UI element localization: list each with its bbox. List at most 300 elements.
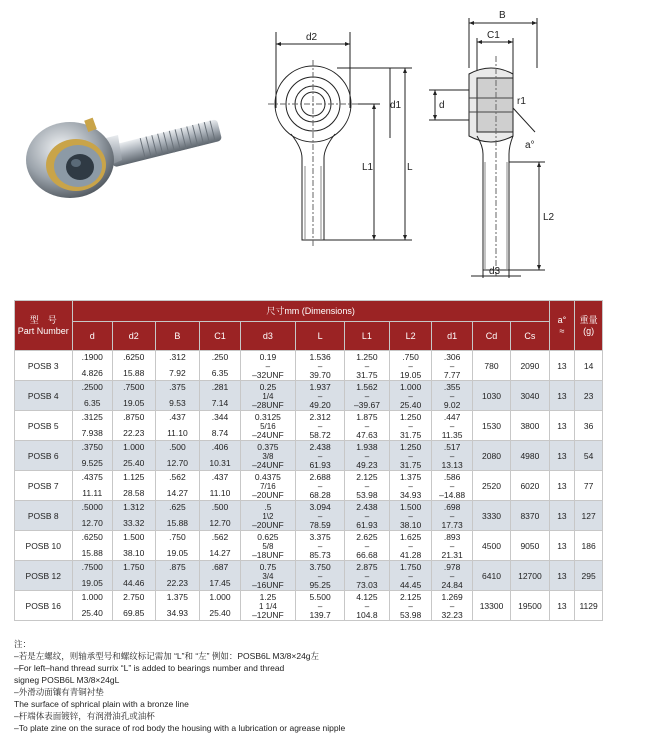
cell-value: 49.20 [309, 400, 331, 410]
cell-value: 19.05 [399, 370, 422, 380]
cell-value: 12.70 [166, 458, 189, 468]
cell-value: 9.02 [443, 400, 461, 410]
cell-value: 21.31 [441, 550, 463, 560]
part-header-cn: 型 号 [29, 314, 57, 325]
cell-angle: 13 [549, 531, 575, 561]
cell-value: 1.750 [123, 562, 145, 572]
cell-weight: 23 [575, 381, 603, 411]
cell-d3 [240, 351, 295, 381]
part-number-cell: POSB 12 [15, 561, 73, 591]
cell-l [296, 531, 345, 561]
cell-value: .437 [211, 472, 229, 482]
cell-c1 [200, 411, 240, 441]
cell-value: 1.312 [123, 502, 145, 512]
cell-value: – [265, 362, 271, 371]
cell-l2 [389, 501, 432, 531]
cell-value: .5 [264, 502, 272, 512]
cell-value: –24UNF [252, 460, 284, 470]
note-line: –For left–hand thread surrix “L” is added to bearings number and thread [14, 663, 285, 673]
cell-value: 1.000 [209, 592, 231, 602]
cell-angle: 13 [549, 471, 575, 501]
column-header-l: L [296, 322, 345, 351]
cell-l1 [345, 411, 390, 441]
cell-l2 [389, 471, 432, 501]
side-view-drawing [425, 8, 575, 278]
cell-value: .250 [211, 352, 229, 362]
cell-value: .586 [443, 472, 461, 482]
cell-cd: 6410 [472, 561, 510, 591]
cell-value: – [449, 392, 455, 401]
cell-value: – [408, 482, 413, 491]
cell-c1 [200, 381, 240, 411]
cell-b [155, 381, 200, 411]
cell-value: .306 [443, 352, 461, 362]
cell-value: 15.88 [123, 368, 145, 378]
cell-value: –20UNF [252, 490, 284, 500]
cell-cs: 19500 [511, 591, 549, 621]
cell-l1 [345, 591, 390, 621]
cell-value: 0.75 [259, 562, 277, 572]
cell-value: 1.562 [356, 382, 378, 392]
column-header-cd: Cd [472, 322, 510, 351]
cell-c1 [200, 531, 240, 561]
cell-value: – [317, 482, 323, 491]
note-line: The surface of sphrical plain with a bronze line [14, 699, 189, 709]
cell-weight: 127 [575, 501, 603, 531]
cell-value: –32UNF [252, 370, 284, 380]
cell-value: 1.536 [309, 352, 331, 362]
cell-value: 24.84 [441, 580, 463, 590]
notes [14, 638, 634, 734]
cell-angle: 13 [549, 381, 575, 411]
cell-value: –12UNF [252, 610, 284, 620]
cell-value: 22.23 [123, 428, 145, 438]
label-d3: d3 [489, 266, 501, 277]
cell-d1 [432, 351, 472, 381]
column-header-d3: d3 [240, 322, 295, 351]
cell-cd: 1030 [472, 381, 510, 411]
cell-value: .355 [443, 382, 461, 392]
cell-value: – [364, 602, 370, 611]
cell-value: 6.35 [83, 398, 101, 408]
cell-value: .698 [443, 502, 461, 512]
cell-value: 78.59 [309, 520, 331, 530]
cell-weight: 186 [575, 531, 603, 561]
cell-value: 31.75 [399, 430, 422, 440]
cell-value: 2.750 [123, 592, 145, 602]
cell-l2 [389, 441, 432, 471]
cell-weight: 36 [575, 411, 603, 441]
cell-value: 5.500 [309, 592, 331, 602]
cell-value: .4375 [81, 472, 103, 482]
cell-d2 [112, 351, 155, 381]
note-line: –若是左螺纹，则轴承型号和螺纹标记需加 “L”和 “左” 例如：POSB6L M3/8×24g左 [14, 651, 320, 661]
note-line: –To plate zine on the surace of rod body the housing with a lubrication or agrease nipple [14, 723, 346, 733]
cell-value: – [317, 542, 323, 551]
part-number-cell: POSB 8 [15, 501, 73, 531]
cell-value: 0.375 [257, 442, 279, 452]
cell-l [296, 501, 345, 531]
cell-value: 11.11 [82, 488, 103, 498]
cell-value: 2.312 [309, 412, 331, 422]
cell-value: 8.74 [211, 428, 229, 438]
cell-l2 [389, 561, 432, 591]
table-header [15, 301, 603, 351]
column-header-cs: Cs [511, 322, 549, 351]
cell-b [155, 351, 200, 381]
cell-l2 [389, 591, 432, 621]
cell-c1 [200, 441, 240, 471]
cell-value: 95.25 [309, 580, 331, 590]
cell-value: 1.937 [309, 382, 331, 392]
cell-value: .375 [169, 382, 186, 392]
cell-value: 28.58 [123, 488, 145, 498]
cell-value: 73.03 [356, 580, 378, 590]
cell-value: 9.53 [169, 398, 186, 408]
cell-value: 19.05 [81, 578, 103, 588]
cell-value: 1\2 [262, 512, 274, 521]
cell-weight: 295 [575, 561, 603, 591]
cell-angle: 13 [549, 501, 575, 531]
cell-value: 4.125 [356, 592, 378, 602]
cell-l1 [345, 561, 390, 591]
cell-value: 1.500 [123, 532, 145, 542]
cell-value: 104.8 [356, 610, 378, 620]
cell-value: 2.125 [399, 592, 422, 602]
cell-d [72, 411, 112, 441]
cell-l1 [345, 471, 390, 501]
cell-value: – [317, 362, 323, 371]
cell-value: 44.46 [123, 578, 145, 588]
cell-value: – [449, 422, 455, 431]
cell-l1 [345, 441, 390, 471]
cell-d [72, 531, 112, 561]
cell-l [296, 411, 345, 441]
cell-value: 33.32 [123, 518, 145, 528]
cell-value: 1.750 [399, 562, 422, 572]
cell-value: 1.938 [356, 442, 378, 452]
table-row [15, 441, 603, 471]
cell-value: 1 1/4 [259, 602, 277, 611]
cell-value: 0.25 [259, 382, 277, 392]
column-header-d1: d1 [432, 322, 472, 351]
cell-cs: 4980 [511, 441, 549, 471]
cell-l2 [389, 531, 432, 561]
cell-value: 34.93 [166, 608, 189, 618]
column-header-d2: d2 [112, 322, 155, 351]
cell-cs: 3800 [511, 411, 549, 441]
cell-value: 1.269 [441, 592, 463, 602]
label-l1: L1 [362, 162, 374, 173]
cell-value: 31.75 [356, 370, 378, 380]
cell-value: 11.10 [209, 488, 231, 498]
cell-d3 [240, 501, 295, 531]
cell-cd: 1530 [472, 411, 510, 441]
cell-value: 1/4 [262, 392, 274, 401]
cell-value: .517 [443, 442, 461, 452]
cell-value: .6250 [123, 352, 145, 362]
part-number-cell: POSB 7 [15, 471, 73, 501]
cell-value: .625 [169, 502, 186, 512]
cell-value: 1.000 [81, 592, 103, 602]
cell-value: .750 [169, 532, 186, 542]
cell-value: – [364, 422, 370, 431]
cell-angle: 13 [549, 561, 575, 591]
cell-value: 41.28 [399, 550, 422, 560]
column-header-l1: L1 [345, 322, 390, 351]
cell-value: .312 [169, 352, 186, 362]
cell-value: 38.10 [399, 520, 422, 530]
part-number-cell: POSB 4 [15, 381, 73, 411]
cell-value: 2.438 [309, 442, 331, 452]
cell-value: – [317, 572, 323, 581]
cell-cs: 12700 [511, 561, 549, 591]
cell-d1 [432, 501, 472, 531]
cell-value: – [449, 482, 455, 491]
cell-value: .875 [169, 562, 186, 572]
cell-value: .344 [211, 412, 229, 422]
cell-value: .2500 [81, 382, 103, 392]
cell-d2 [112, 591, 155, 621]
cell-b [155, 531, 200, 561]
cell-b [155, 591, 200, 621]
table-row [15, 351, 603, 381]
cell-d1 [432, 381, 472, 411]
cell-l2 [389, 381, 432, 411]
cell-value: 1.250 [399, 442, 422, 452]
cell-value: 1.625 [399, 532, 422, 542]
cell-value: .893 [443, 532, 461, 542]
cell-value: .3750 [81, 442, 103, 452]
cell-value: 1.000 [399, 382, 422, 392]
cell-d [72, 591, 112, 621]
cell-value: 2.125 [356, 472, 378, 482]
label-d: d [439, 100, 445, 111]
cell-value: .406 [211, 442, 229, 452]
cell-value: 2.688 [309, 472, 331, 482]
cell-value: – [449, 452, 455, 461]
cell-value: – [317, 452, 323, 461]
cell-value: 12.70 [81, 518, 103, 528]
cell-value: 15.88 [81, 548, 103, 558]
cell-value: .437 [169, 412, 186, 422]
cell-value: 61.93 [356, 520, 378, 530]
cell-value: 22.23 [166, 578, 189, 588]
cell-l [296, 591, 345, 621]
cell-angle: 13 [549, 411, 575, 441]
cell-value: .687 [211, 562, 229, 572]
cell-d [72, 471, 112, 501]
cell-value: 2.625 [356, 532, 378, 542]
cell-value: 14.27 [166, 488, 189, 498]
cell-value: 4.826 [81, 368, 103, 378]
cell-value: 7.77 [443, 370, 461, 380]
front-view-drawing [262, 8, 432, 248]
cell-value: 6.35 [211, 368, 229, 378]
cell-value: –14.88 [439, 490, 466, 500]
label-d1: d1 [390, 100, 402, 111]
cell-d3 [240, 591, 295, 621]
cell-cd: 3330 [472, 501, 510, 531]
table-row [15, 531, 603, 561]
cell-c1 [200, 471, 240, 501]
cell-l [296, 561, 345, 591]
cell-value: 17.73 [441, 520, 463, 530]
cell-cd: 2520 [472, 471, 510, 501]
cell-value: 49.23 [356, 460, 378, 470]
cell-value: – [408, 572, 413, 581]
cell-value: 66.68 [356, 550, 378, 560]
angle-header-sub: ≈ [559, 325, 565, 336]
cell-b [155, 561, 200, 591]
cell-value: .8750 [123, 412, 145, 422]
cell-c1 [200, 351, 240, 381]
cell-value: 39.70 [309, 370, 331, 380]
cell-cs: 6020 [511, 471, 549, 501]
cell-value: –39.67 [353, 400, 380, 410]
cell-d3 [240, 411, 295, 441]
cell-b [155, 441, 200, 471]
cell-l [296, 381, 345, 411]
cell-value: 13.13 [441, 460, 463, 470]
cell-value: 1.875 [356, 412, 378, 422]
label-r1: r1 [517, 96, 526, 107]
cell-value: – [408, 512, 413, 521]
cell-value: 1.250 [356, 352, 378, 362]
part-number-cell: POSB 16 [15, 591, 73, 621]
table-row [15, 591, 603, 621]
rod-end-photo [18, 105, 228, 210]
table-row [15, 381, 603, 411]
cell-value: .281 [211, 382, 229, 392]
cell-value: 1.375 [166, 592, 189, 602]
cell-value: 53.98 [356, 490, 378, 500]
column-header-c1: C1 [200, 322, 240, 351]
cell-l1 [345, 351, 390, 381]
part-number-header [15, 301, 73, 351]
cell-value: – [364, 482, 370, 491]
cell-d1 [432, 531, 472, 561]
cell-l [296, 471, 345, 501]
cell-cs: 3040 [511, 381, 549, 411]
cell-value: 5/8 [262, 542, 274, 551]
cell-value: – [364, 512, 370, 521]
cell-d1 [432, 471, 472, 501]
part-number-cell: POSB 10 [15, 531, 73, 561]
cell-c1 [200, 591, 240, 621]
cell-value: 11.10 [167, 428, 188, 438]
cell-d1 [432, 441, 472, 471]
cell-d3 [240, 441, 295, 471]
cell-value: 61.93 [309, 460, 331, 470]
cell-value: .7500 [123, 382, 145, 392]
cell-value: 7.92 [169, 368, 186, 378]
cell-value: 1.375 [399, 472, 422, 482]
cell-value: 3.094 [309, 502, 331, 512]
label-d2: d2 [306, 32, 318, 43]
cell-value: .3125 [81, 412, 103, 422]
cell-value: 0.19 [259, 352, 277, 362]
cell-value: 19.05 [123, 398, 145, 408]
part-header-en: Part Number [17, 325, 69, 336]
cell-value: 38.10 [123, 548, 145, 558]
cell-value: .978 [443, 562, 461, 572]
cell-value: –28UNF [252, 400, 284, 410]
cell-d3 [240, 381, 295, 411]
cell-l1 [345, 381, 390, 411]
cell-value: 1.000 [123, 442, 145, 452]
cell-value: .7500 [81, 562, 103, 572]
cell-l1 [345, 501, 390, 531]
cell-value: – [408, 452, 413, 461]
cell-value: 47.63 [356, 430, 378, 440]
table-row [15, 411, 603, 441]
cell-l [296, 351, 345, 381]
cell-cd: 780 [472, 351, 510, 381]
cell-value: 34.93 [399, 490, 422, 500]
cell-value: 139.7 [309, 610, 331, 620]
column-header-l2: L2 [389, 322, 432, 351]
cell-l2 [389, 411, 432, 441]
cell-value: 0.625 [257, 532, 279, 542]
cell-value: –24UNF [252, 430, 284, 440]
cell-weight: 77 [575, 471, 603, 501]
cell-cd: 4500 [472, 531, 510, 561]
cell-d2 [112, 561, 155, 591]
cell-l1 [345, 531, 390, 561]
cell-b [155, 471, 200, 501]
note-line: –杆端体表面镀锌，有润滑油孔或油杯 [14, 711, 155, 721]
cell-value: – [317, 422, 323, 431]
cell-value: 7.938 [81, 428, 103, 438]
cell-value: –20UNF [252, 520, 284, 530]
cell-value: – [364, 572, 370, 581]
cell-d2 [112, 471, 155, 501]
cell-value: 3.750 [309, 562, 331, 572]
cell-cd: 2080 [472, 441, 510, 471]
cell-value: 3/8 [262, 452, 274, 461]
cell-value: 12.70 [209, 518, 231, 528]
cell-value: 68.28 [309, 490, 331, 500]
cell-value: 9.525 [81, 458, 103, 468]
weight-header-sub: (g) [583, 325, 595, 336]
cell-value: 1.500 [399, 502, 422, 512]
cell-value: 25.40 [209, 608, 231, 618]
cell-l [296, 441, 345, 471]
cell-value: 7.14 [211, 398, 229, 408]
cell-value: .1900 [81, 352, 103, 362]
cell-d2 [112, 411, 155, 441]
cell-d [72, 381, 112, 411]
part-number-cell: POSB 6 [15, 441, 73, 471]
dimensions-group-header: 尺寸mm (Dimensions) [72, 301, 549, 322]
cell-value: .5000 [81, 502, 103, 512]
cell-l2 [389, 351, 432, 381]
table-body [15, 351, 603, 621]
cell-value: .562 [211, 532, 229, 542]
cell-cd: 13300 [472, 591, 510, 621]
cell-value: 44.45 [399, 580, 422, 590]
part-number-cell: POSB 3 [15, 351, 73, 381]
table-row [15, 471, 603, 501]
cell-d [72, 561, 112, 591]
cell-d [72, 501, 112, 531]
table-row [15, 561, 603, 591]
cell-d2 [112, 531, 155, 561]
label-l2: L2 [543, 212, 555, 223]
label-c1: C1 [487, 30, 500, 41]
cell-value: 5/16 [260, 422, 276, 431]
